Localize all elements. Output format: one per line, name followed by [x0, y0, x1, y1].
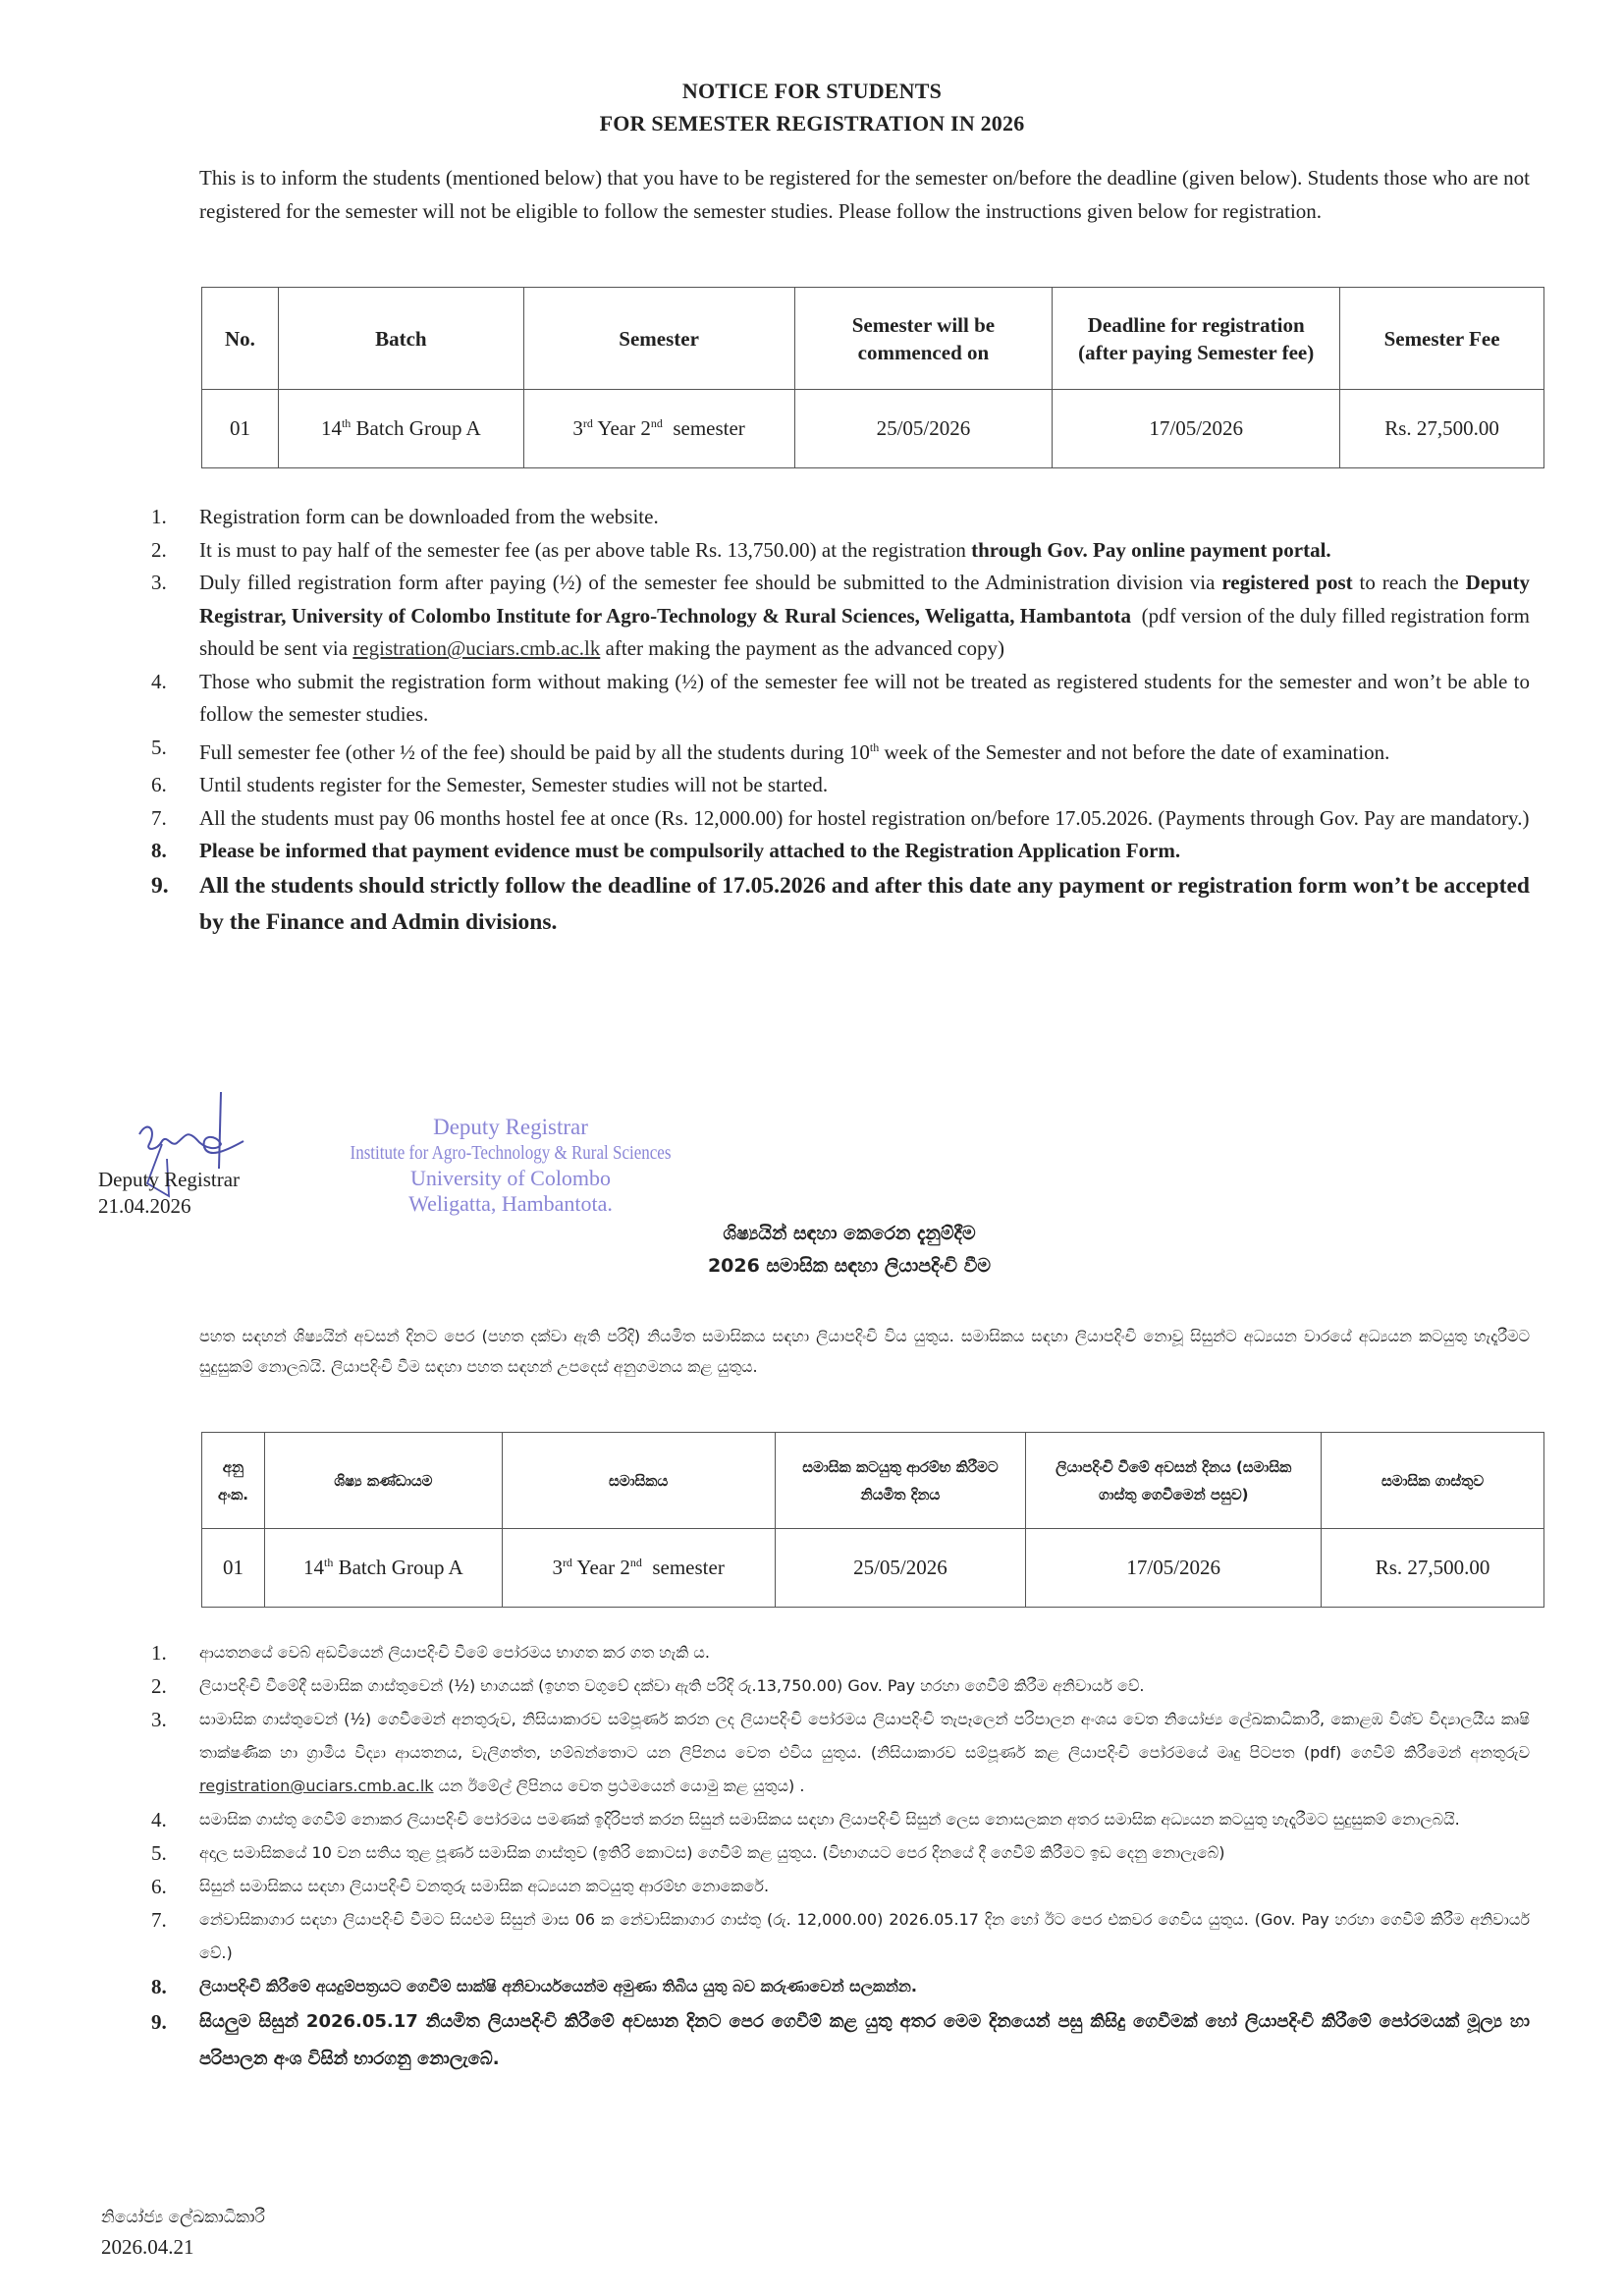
cell-deadline: 17/05/2026: [1053, 390, 1340, 468]
instruction-item: 3. සාමාසික ගාස්තුවෙන් (½) ගෙවීමෙන් අනතුරුව, නිසියාකාරව සම්පූර්ණ කරන ලද ලියාපදිංචි පෝරමය ලියාපදිංචි තැපෑලෙන් පරිපාලන අංශය වෙත නියෝජ්‍ය ලේඛකාධිකාරී, කොළඹ විශ්ව විද්‍යාලයීය කෘෂි තාක්ෂණික හා ග්‍රාමීය විද්‍යා ආයතනය, වැලිගත්ත, හම්බන්තොට යන ලිපිනය වෙත එවිය යුතුය. (නිසියාකාරව සම්පූර්ණ කළ ලියාපදිංචි පෝරමයේ මෘදු පිටපත (pdf) ගෙවීම් කිරීමෙන් අනතුරුව registration@uciars.cmb.ac.lk යන ඊමේල් ලිපිනය වෙත ප්‍රථමයෙන් යොමු කළ යුතුය) .: [151, 1708, 1530, 1795]
cell-batch: 14th Batch Group A: [278, 390, 523, 468]
instruction-item: 4. Those who submit the registration form without making (½) of the semester fee will not be treated as registered students for the semester and won’t be able to follow the semester studies.: [151, 669, 1530, 726]
instruction-item: 2. ලියාපදිංචි වීමේදී සමාසික ගාස්තුවෙන් (½) භාගයක් (ඉහත වගුවේ දක්වා ඇති පරිදි රු.13,750.00) Gov. Pay හරහා ගෙවීම් කිරීම අනිවාර්ය වේ.: [151, 1674, 1145, 1698]
signature-block: [98, 1090, 295, 1237]
header-batch: Batch: [278, 288, 523, 390]
stamp-line-1: Deputy Registrar: [433, 1115, 588, 1139]
instructions-list: [145, 501, 1536, 941]
instruction-item: 9. All the students should strictly follow the deadline of 17.05.2026 and after this date any payment or registration form won’t be accepted by the Finance and Admin divisions.: [151, 872, 1530, 935]
cell-fee: Rs. 27,500.00: [1322, 1529, 1544, 1608]
header-deadline: Deadline for registration (after paying Semester fee): [1053, 288, 1340, 390]
instruction-item: 7. නේවාසිකාගාර සඳහා ලියාපදිංචි වීමට සියළුම සිසුන් මාස 06 ක නේවාසිකාගාර ගාස්තු (රු. 12,000.00) 2026.05.17 දින හෝ ඊට පෙර එකවර ගෙවිය යුතුය. (Gov. Pay හරහා ගෙවීම් කිරීම අනිවාර්ය වේ.): [151, 1908, 1530, 1962]
page-subtitle: FOR SEMESTER REGISTRATION IN 2026: [599, 111, 1025, 136]
registration-email-link[interactable]: registration@uciars.cmb.ac.lk: [199, 1777, 434, 1795]
official-stamp: [295, 1115, 727, 1217]
header-semester: Semester: [523, 288, 794, 390]
instruction-item: 9. සියලුම සිසුන් 2026.05.17 නියමිත ලියාපදිංචි කිරීමේ අවසාන දිනට පෙර ගෙවීම් කළ යුතු අතර මෙම දිනයෙන් පසු කිසිදු ගෙවීමක් හෝ ලියාපදිංචි කිරීමේ පෝරමයක් මූල්‍ය හා පරිපාලන අංශ විසින් භාරගනු නොලැබේ.: [151, 2010, 1530, 2069]
header-fee: Semester Fee: [1340, 288, 1544, 390]
instruction-item: 6. Until students register for the Semester, Semester studies will not be started.: [151, 773, 829, 796]
instruction-item: 1. ආයතනයේ වෙබ් අඩවියෙන් ලියාපදිංචි වීමේ පෝරමය භාගත කර ගත හැකි ය.: [151, 1641, 711, 1665]
instruction-item: 4. සමාසික ගාස්තු ගෙවීම් නොකර ලියාපදිංචි පෝරමය පමණක් ඉදිරිපත් කරන සිසුන් සමාසිකය සඳහා ලියාපදිංචි සිසුන් ලෙස නොසලකන අතර සමාසික අධ්‍යයන කටයුතු හැදෑරීමට සුදුසුකම් නොලබයි.: [151, 1808, 1460, 1831]
header-semester: සමාසිකය: [502, 1433, 775, 1529]
instruction-item: 2. It is must to pay half of the semester fee (as per above table Rs. 13,750.00) at the registration through Gov. Pay online payment portal.: [151, 537, 1331, 562]
instruction-item: 5. Full semester fee (other ½ of the fee) should be paid by all the students during 10th week of the Semester and not before the date of examination.: [151, 735, 1390, 764]
header-deadline: ලියාපදිංචි වීමේ අවසන් දිනය (සමාසික ගාස්තු ගෙවීමෙන් පසුව): [1026, 1433, 1322, 1529]
header-no: No.: [202, 288, 279, 390]
cell-deadline: 17/05/2026: [1026, 1529, 1322, 1608]
header-batch: ශිෂ්‍ය කණ්ඩායම: [264, 1433, 502, 1529]
instruction-item: 6. සිසුන් සමාසිකය සඳහා ලියාපදිංචි වනතුරු සමාසික අධ්‍යයන කටයුතු ආරම්භ නොකෙරේ.: [151, 1875, 770, 1898]
instruction-item: 1. Registration form can be downloaded from the website.: [151, 505, 659, 528]
footer-title: නියෝජ්‍ය ලේඛකාධිකාරී: [101, 2208, 265, 2227]
stamp-line-4: Weligatta, Hambantota.: [408, 1191, 613, 1216]
intro-paragraph: This is to inform the students (mentioned below) that you have to be registered for the semester on/before the deadline (given below). Students those who are not registered for the semester will not be eligible to follow the semester studies. Please follow the instructions given below for registration.: [199, 166, 1530, 223]
table-row: [202, 390, 1544, 468]
instruction-item: 3. Duly filled registration form after paying (½) of the semester fee should be submitted to the Administration division via registered post to reach the Deputy Registrar, University of Colombo Institute for Agro-Technology & Rural Sciences, Weligatta, Hambantota (pdf version of the duly filled registration form should be sent via registration@uciars.cmb.ac.lk after making the payment as the advanced copy): [151, 571, 1536, 660]
sinhala-intro-paragraph: පහත සඳහන් ශිෂ්‍යයින් අවසන් දිනට පෙර (පහත දක්වා ඇති පරිදි) නියමිත සමාසිකය සඳහා ලියාපදිංචි විය යුතුය. සමාසිකය සඳහා ලියාපදිංචි නොවූ සිසුන්ට අධ්‍යයන වාරයේ අධ්‍යයන කටයුතු හැදෑරීමට සුදුසුකම් නොලබයි. ලියාපදිංචි වීම සඳහා පහත සඳහන් උපදෙස් අනුගමනය කළ යුතුය.: [199, 1327, 1530, 1376]
cell-semester: 3rd Year 2nd semester: [523, 390, 794, 468]
stamp-line-2: Institute for Agro-Technology & Rural Sciences: [350, 1142, 672, 1164]
registration-table: [201, 287, 1544, 468]
table-row: [202, 1529, 1544, 1608]
sinhala-registration-table: [201, 1432, 1544, 1608]
header-no: අනු අංක.: [202, 1433, 265, 1529]
header-fee: සමාසික ගාස්තුව: [1322, 1433, 1544, 1529]
header-commence: Semester will be commenced on: [794, 288, 1053, 390]
registration-email-link[interactable]: registration@uciars.cmb.ac.lk: [352, 636, 601, 660]
instruction-item: 8. ලියාපදිංචි කිරීමේ අයදුම්පත්‍රයට ගෙවීම් සාක්ෂි අනිවාර්යයෙන්ම අමුණා තිබිය යුතු බව කරුණාවෙන් සලකන්න.: [151, 1975, 917, 1998]
signature-title: Deputy Registrar: [98, 1168, 241, 1191]
footer-date: 2026.04.21: [101, 2235, 194, 2259]
header-commence: සමාසික කටයුතු ආරම්භ කිරීමට නියමිත දිනය: [775, 1433, 1026, 1529]
page-title: NOTICE FOR STUDENTS: [681, 79, 943, 103]
signature-date: 21.04.2026: [98, 1194, 191, 1218]
cell-no: 01: [202, 390, 279, 468]
cell-no: 01: [202, 1529, 265, 1608]
sinhala-subtitle: 2026 සමාසික සඳහා ලියාපදිංචි වීම: [707, 1255, 992, 1277]
cell-commence: 25/05/2026: [794, 390, 1053, 468]
instruction-item: 7. All the students must pay 06 months hostel fee at once (Rs. 12,000.00) for hostel registration on/before 17.05.2026. (Payments through Gov. Pay are mandatory.): [151, 805, 1530, 830]
cell-fee: Rs. 27,500.00: [1340, 390, 1544, 468]
sinhala-instructions-list: [145, 1636, 1530, 2078]
instruction-item: 5. අදාල සමාසිකයේ 10 වන සතිය තුළ පූර්ණ සමාසික ගාස්තුව (ඉතිරි කොටස) ගෙවීම් කළ යුතුය. (විභාගයට පෙර දිනයේ දී ගෙවීම් කිරීමට ඉඩ දෙනු නොලැබේ): [151, 1841, 1225, 1865]
cell-batch: 14th Batch Group A: [264, 1529, 502, 1608]
stamp-line-3: University of Colombo: [409, 1166, 612, 1190]
cell-commence: 25/05/2026: [775, 1529, 1026, 1608]
instruction-item: 8. Please be informed that payment evidence must be compulsorily attached to the Registration Application Form.: [151, 839, 1181, 862]
table-header-row: [202, 1433, 1544, 1529]
footer-signoff: [101, 2203, 265, 2262]
sinhala-title: ශිෂ්‍යයින් සඳහා කෙරෙන දැනුම්දීම: [723, 1223, 976, 1244]
cell-semester: 3rd Year 2nd semester: [502, 1529, 775, 1608]
table-header-row: [202, 288, 1544, 390]
